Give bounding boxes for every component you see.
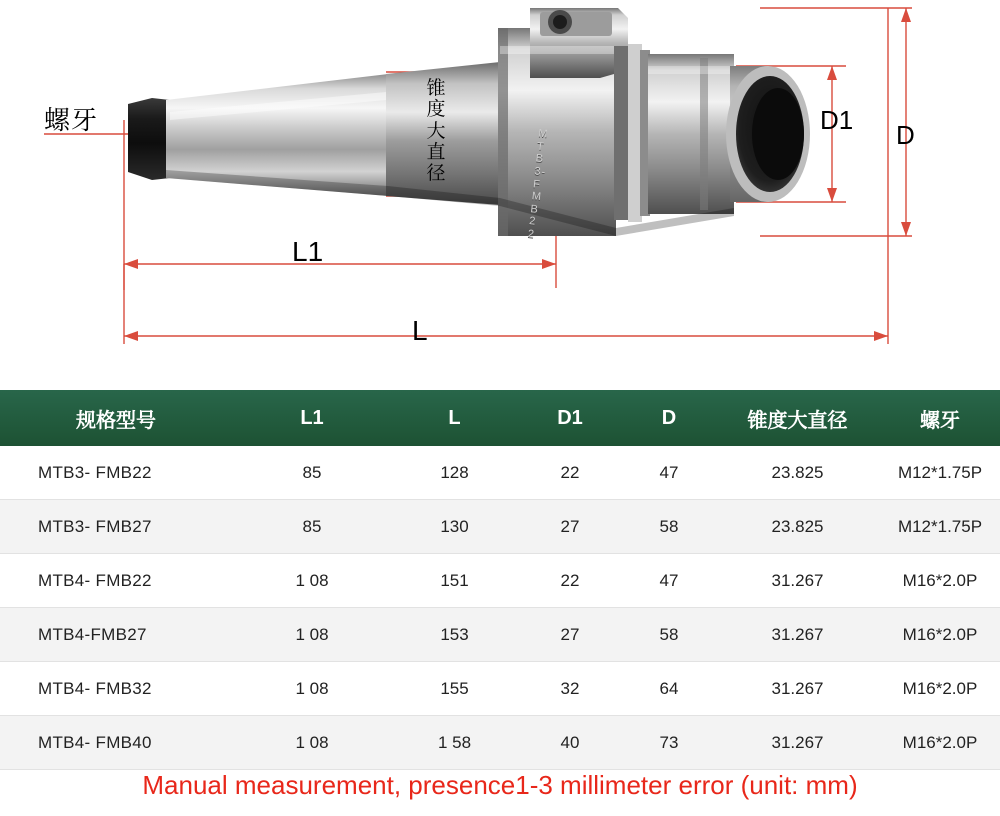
cell-thread: M16*2.0P: [880, 716, 1000, 770]
cell-l1: 85: [232, 446, 392, 500]
cell-d: 47: [623, 446, 715, 500]
cell-d: 47: [623, 554, 715, 608]
cell-d1: 27: [517, 608, 623, 662]
cell-thread: M16*2.0P: [880, 662, 1000, 716]
label-thread: 螺牙: [44, 105, 99, 135]
header-d1: D1: [517, 390, 623, 446]
tool-holder-illustration: [0, 0, 1000, 375]
cell-l1: 1 08: [232, 716, 392, 770]
cell-taper: 31.267: [715, 716, 880, 770]
specification-table: [0, 390, 1000, 770]
tool-body: [128, 8, 810, 236]
cell-d1: 22: [517, 446, 623, 500]
label-l1: L1: [292, 236, 324, 267]
label-l: L: [412, 315, 428, 346]
cell-thread: M16*2.0P: [880, 608, 1000, 662]
header-d: D: [623, 390, 715, 446]
cell-d: 64: [623, 662, 715, 716]
cell-model: MTB3- FMB27: [0, 500, 232, 554]
cell-l1: 1 08: [232, 608, 392, 662]
label-d1: D1: [820, 105, 854, 135]
header-l1: L1: [232, 390, 392, 446]
cell-taper: 23.825: [715, 446, 880, 500]
label-d: D: [896, 120, 915, 150]
cell-l1: 85: [232, 500, 392, 554]
header-model: 规格型号: [0, 390, 232, 446]
header-thread: 螺牙: [880, 390, 1000, 446]
cell-d: 58: [623, 608, 715, 662]
cell-d: 58: [623, 500, 715, 554]
table-row: [0, 716, 1000, 770]
cell-taper: 31.267: [715, 608, 880, 662]
table-row: [0, 500, 1000, 554]
cell-d1: 27: [517, 500, 623, 554]
cell-d1: 40: [517, 716, 623, 770]
label-taper-major-diameter: 锥度大直径: [426, 78, 446, 185]
table-row: [0, 554, 1000, 608]
cell-d: 73: [623, 716, 715, 770]
cell-l1: 1 08: [232, 662, 392, 716]
cell-thread: M12*1.75P: [880, 446, 1000, 500]
cell-model: MTB4- FMB40: [0, 716, 232, 770]
cell-model: MTB4- FMB32: [0, 662, 232, 716]
table-row: [0, 662, 1000, 716]
cell-l: 1 58: [392, 716, 517, 770]
table-row: [0, 446, 1000, 500]
cell-model: MTB3- FMB22: [0, 446, 232, 500]
table-header-row: [0, 390, 1000, 446]
cell-model: MTB4-FMB27: [0, 608, 232, 662]
header-l: L: [392, 390, 517, 446]
cell-model: MTB4- FMB22: [0, 554, 232, 608]
cell-taper: 23.825: [715, 500, 880, 554]
cell-l: 153: [392, 608, 517, 662]
cell-l: 155: [392, 662, 517, 716]
cell-taper: 31.267: [715, 554, 880, 608]
cell-l: 130: [392, 500, 517, 554]
cell-d1: 32: [517, 662, 623, 716]
cell-taper: 31.267: [715, 662, 880, 716]
measurement-disclaimer: Manual measurement, presence1-3 millimeter error (unit: mm): [142, 770, 858, 800]
barrel-engraving-text: MTB3-FMB22: [527, 127, 550, 241]
table-row: [0, 608, 1000, 662]
product-dimension-diagram: [0, 0, 1000, 375]
header-taper: 锥度大直径: [715, 390, 880, 446]
cell-l1: 1 08: [232, 554, 392, 608]
cell-thread: M12*1.75P: [880, 500, 1000, 554]
cell-d1: 22: [517, 554, 623, 608]
cell-thread: M16*2.0P: [880, 554, 1000, 608]
cell-l: 151: [392, 554, 517, 608]
cell-l: 128: [392, 446, 517, 500]
